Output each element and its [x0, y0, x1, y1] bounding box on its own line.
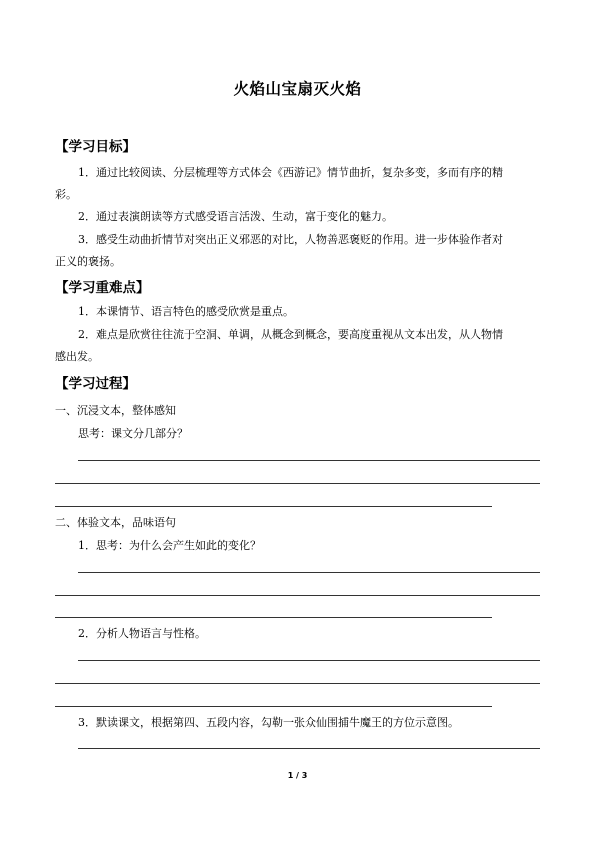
objective-1-line-1: 1．通过比较阅读、分层梳理等方式体会《西游记》情节曲折，复杂多变，多而有序的精 [78, 166, 503, 179]
answer-line[interactable] [55, 683, 540, 684]
objectives-heading: 【学习目标】 [55, 139, 136, 155]
process-heading: 【学习过程】 [55, 376, 136, 392]
document-title: 火焰山宝扇灭火焰 [233, 80, 362, 98]
answer-line[interactable] [78, 460, 540, 461]
answer-line[interactable] [55, 483, 540, 484]
key-point-1: 1．本课情节、语言特色的感受欣赏是重点。 [78, 305, 294, 318]
objective-3-line-1: 3．感受生动曲折情节对突出正义邪恶的对比，人物善恶褒贬的作用。进一步体验作者对 [78, 233, 503, 246]
key-points-heading: 【学习重难点】 [55, 280, 150, 296]
section-1-question: 思考：课文分几部分？ [78, 427, 188, 440]
key-point-2-line-2: 感出发。 [55, 350, 99, 363]
answer-line[interactable] [55, 506, 492, 507]
objective-3-line-2: 正义的褒扬。 [55, 255, 121, 268]
section-2-heading: 二、体验文本，品味语句 [55, 516, 176, 529]
section-2-question-1: 1．思考：为什么会产生如此的变化？ [78, 539, 261, 552]
section-2-question-2: 2．分析人物语言与性格。 [78, 627, 206, 640]
key-point-2-line-1: 2．难点是欣赏往往流于空洞、单调，从概念到概念，要高度重视从文本出发，从人物情 [78, 328, 503, 341]
section-1-heading: 一、沉浸文本，整体感知 [55, 404, 176, 417]
answer-line[interactable] [55, 617, 492, 618]
answer-line[interactable] [78, 572, 540, 573]
answer-line[interactable] [78, 660, 540, 661]
objective-2: 2．通过表演朗读等方式感受语言活泼、生动，富于变化的魅力。 [78, 210, 393, 223]
section-2-question-3: 3．默读课文，根据第四、五段内容，勾勒一张众仙围捕牛魔王的方位示意图。 [78, 716, 459, 729]
page-number: 1 / 3 [287, 771, 308, 780]
objective-1-line-2: 彩。 [55, 188, 77, 201]
answer-line[interactable] [78, 748, 540, 749]
answer-line[interactable] [55, 595, 540, 596]
answer-line[interactable] [55, 706, 492, 707]
